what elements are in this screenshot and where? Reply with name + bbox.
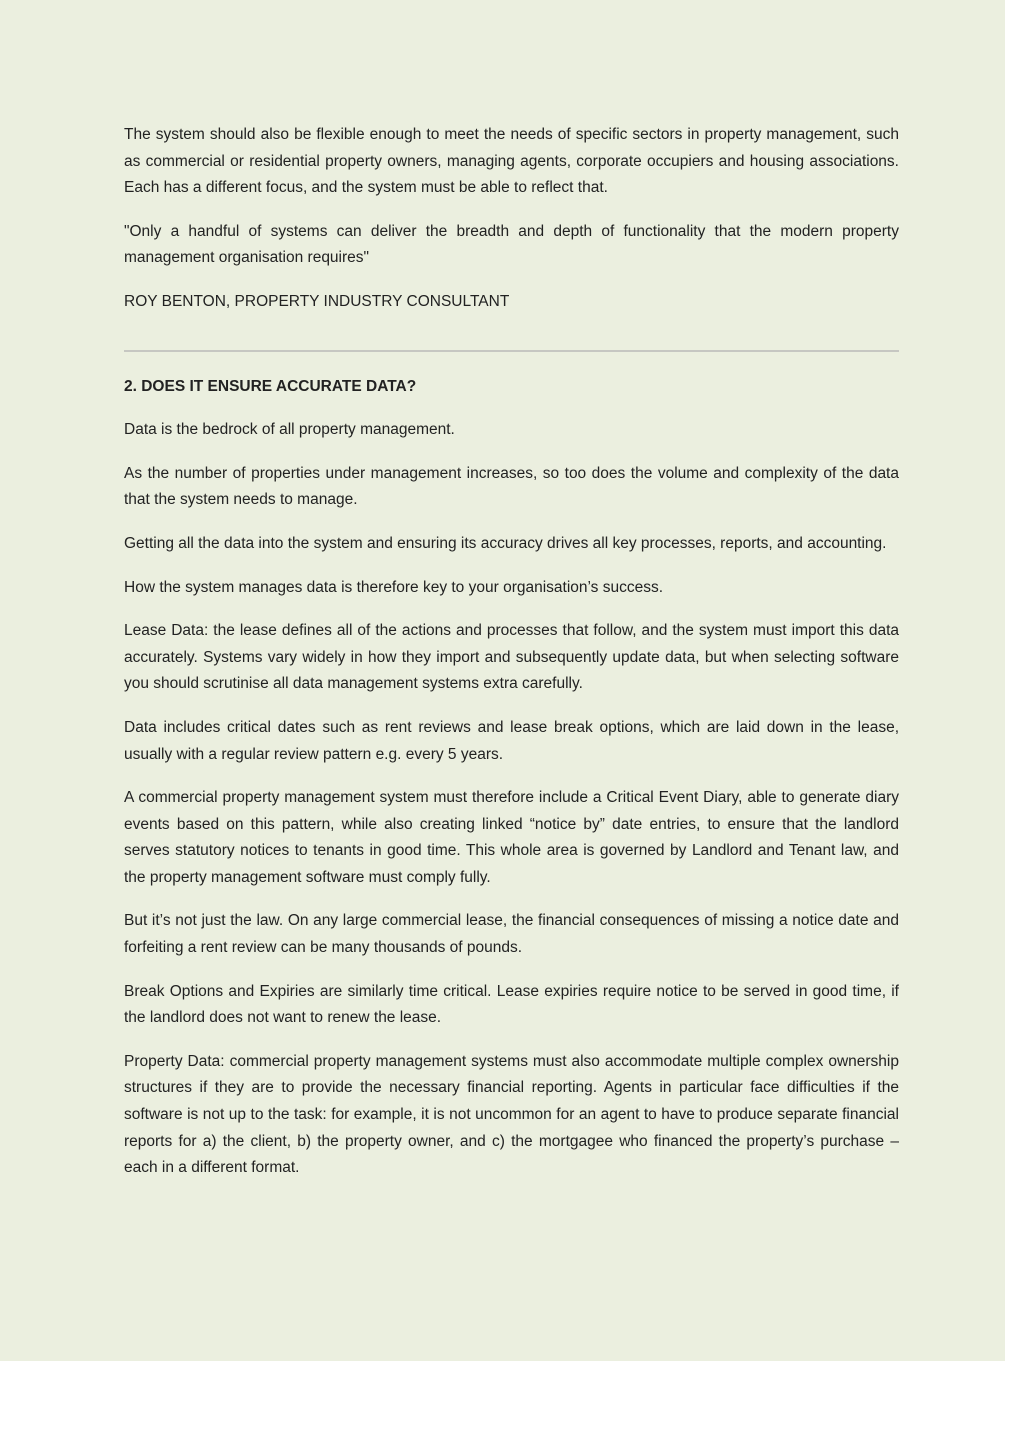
paragraph-volume-complexity: As the number of properties under management increases, so too does the volume and complexity of the data that the system needs to manage. bbox=[124, 464, 899, 509]
section-divider bbox=[124, 350, 899, 352]
paragraph-accuracy: Getting all the data into the system and ensuring its accuracy drives all key processes, reports, and accounting. bbox=[124, 534, 887, 552]
paragraph-data-bedrock: Data is the bedrock of all property management. bbox=[124, 421, 455, 439]
paragraph-critical-dates: Data includes critical dates such as rent reviews and lease break options, which are laid down in the lease, usually with a regular review pattern e.g. every 5 years. bbox=[124, 718, 899, 763]
quote-attribution: ROY BENTON, PROPERTY INDUSTRY CONSULTANT bbox=[124, 292, 510, 310]
quote: "Only a handful of systems can deliver the breadth and depth of functionality that the modern property management organisation requires" bbox=[124, 222, 899, 267]
section-heading: 2. DOES IT ENSURE ACCURATE DATA? bbox=[124, 377, 417, 395]
paragraph-lease-data: Lease Data: the lease defines all of the actions and processes that follow, and the system must import this data accurately. Systems vary widely in how they import and subsequently update data, but when selecting software you should scrutinise all data management systems extra carefully. bbox=[124, 622, 899, 693]
paragraph-break-options: Break Options and Expiries are similarly time critical. Lease expiries require notice to be served in good time, if the landlord does not want to renew the lease. bbox=[124, 982, 899, 1027]
page-content bbox=[124, 122, 899, 1199]
paragraph-critical-event-diary: A commercial property management system must therefore include a Critical Event Diary, able to generate diary events based on this pattern, while also creating linked “notice by” date entries, to ensure that the landlord serves statutory notices to tenants in good time. This whole area is governed by Landlord and Tenant law, and the property management software must comply fully. bbox=[124, 789, 899, 886]
intro-paragraph: The system should also be flexible enough to meet the needs of specific sectors in property management, such as commercial or residential property owners, managing agents, corporate occupiers and housing associations. Each has a different focus, and the system must be able to reflect that. bbox=[124, 126, 899, 197]
paragraph-financial-consequences: But it’s not just the law. On any large commercial lease, the financial consequences of missing a notice date and forfeiting a rent review can be many thousands of pounds. bbox=[124, 912, 899, 957]
paragraph-success: How the system manages data is therefore key to your organisation’s success. bbox=[124, 578, 664, 596]
paragraph-property-data: Property Data: commercial property management systems must also accommodate multiple complex ownership structures if they are to provide the necessary financial reporting. Agents in particular face difficulties if the software is not up to the task: for example, it is not uncommon for an agent to have to produce separate financial reports for a) the client, b) the property owner, and c) the mortgagee who financed the property’s purchase – each in a different format. bbox=[124, 1052, 899, 1177]
